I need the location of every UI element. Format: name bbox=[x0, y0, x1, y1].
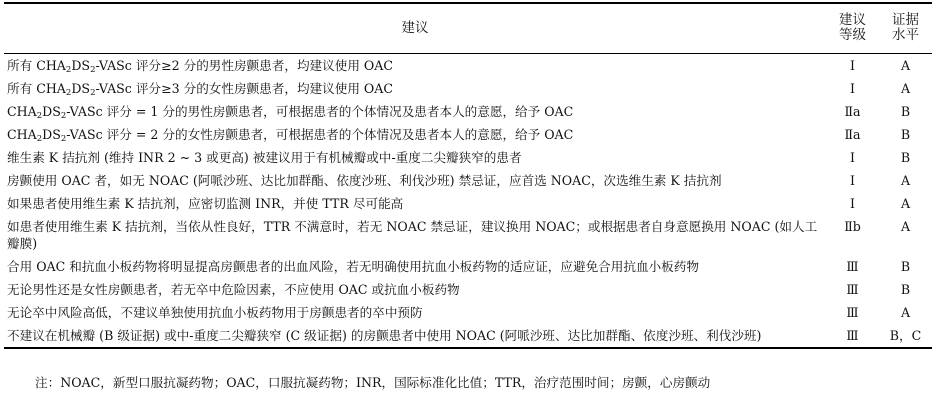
header-recommendation: 建议 bbox=[401, 19, 429, 36]
level-cell: A bbox=[900, 57, 911, 73]
class-cell: Ⅰ bbox=[850, 149, 855, 165]
table-row bbox=[4, 192, 932, 215]
header-level bbox=[879, 3, 932, 53]
recommendation-cell: 无论卒中风险高低，不建议单独使用抗血小板药物用于房颤患者的卒中预防 bbox=[7, 304, 423, 320]
recommendation-text: CHA bbox=[7, 103, 37, 119]
recommendation-text: DS bbox=[71, 57, 91, 73]
recommendation-text: -VASc 评分≥3 分的女性房颤患者，均建议使用 OAC bbox=[95, 80, 393, 96]
header-class-line1: 建议 bbox=[839, 12, 866, 29]
subscript: 2 bbox=[65, 87, 72, 98]
table-row bbox=[4, 301, 932, 324]
table-row bbox=[4, 215, 932, 255]
recommendation-cell: 如患者使用维生素 K 拮抗剂，当依从性良好，TTR 不满意时，若无 NOAC 禁忌证，建议换用 NOAC；或根据患者自身意愿换用 NOAC (如人工瓣膜) bbox=[7, 218, 818, 251]
class-cell: Ⅰ bbox=[850, 195, 855, 211]
header-level-line2: 水平 bbox=[892, 27, 919, 44]
header-level-line1: 证据 bbox=[892, 12, 919, 29]
recommendation-text: -VASc 评分≥2 分的男性房颤患者，均建议使用 OAC bbox=[95, 57, 393, 73]
table-footnote: 注：NOAC，新型口服抗凝药物；OAC，口服抗凝药物；INR，国际标准化比值；TTR，治疗范围时间；房颤，心房颤动 bbox=[35, 375, 711, 390]
table-header-row bbox=[4, 3, 932, 53]
level-cell: B bbox=[900, 103, 911, 119]
subscript: 2 bbox=[60, 133, 67, 144]
level-cell: B bbox=[900, 258, 911, 274]
table-row bbox=[4, 53, 932, 77]
recommendation-text: -VASc 评分 = 1 分的男性房颤患者，可根据患者的个体情况及患者本人的意愿，给予 OAC bbox=[66, 103, 574, 119]
class-cell: Ⅰ bbox=[850, 57, 855, 73]
recommendation-cell: 如果患者使用维生素 K 拮抗剂，应密切监测 INR，并使 TTR 尽可能高 bbox=[7, 195, 404, 211]
recommendation-text: -VASc 评分 = 2 分的女性房颤患者，可根据患者的个体情况及患者本人的意愿，给予 OAC bbox=[66, 126, 574, 142]
recommendation-text: DS bbox=[42, 126, 61, 142]
table-row bbox=[4, 123, 932, 146]
subscript: 2 bbox=[36, 133, 43, 144]
recommendation-cell: 不建议在机械瓣 (B 级证据) 或中-重度二尖瓣狭窄 (C 级证据) 的房颤患者中使用 NOAC (阿哌沙班、达比加群酯、依度沙班、利伐沙班) bbox=[7, 327, 762, 343]
recommendation-cell bbox=[4, 100, 826, 123]
table-body bbox=[4, 53, 932, 348]
subscript: 2 bbox=[60, 110, 67, 121]
recommendation-cell: 维生素 K 拮抗剂 (维持 INR 2 ~ 3 或更高) 被建议用于有机械瓣或中-重度二尖瓣狭窄的患者 bbox=[7, 149, 522, 165]
subscript: 2 bbox=[36, 110, 43, 121]
recommendation-cell: 合用 OAC 和抗血小板药物将明显提高房颤患者的出血风险，若无明确使用抗血小板药物的适应证，应避免合用抗血小板药物 bbox=[7, 258, 699, 274]
level-cell: B bbox=[900, 126, 911, 142]
level-cell: B，C bbox=[889, 327, 922, 343]
table-row bbox=[4, 100, 932, 123]
table-row bbox=[4, 324, 932, 348]
class-cell: Ⅲ bbox=[846, 281, 859, 297]
recommendation-table bbox=[4, 2, 932, 349]
level-cell: B bbox=[900, 281, 911, 297]
recommendation-text: DS bbox=[42, 103, 61, 119]
header-class bbox=[826, 3, 879, 53]
recommendation-text: CHA bbox=[7, 126, 37, 142]
level-cell: A bbox=[900, 172, 911, 188]
class-cell: Ⅱb bbox=[844, 218, 861, 234]
class-cell: Ⅲ bbox=[846, 258, 859, 274]
table-row bbox=[4, 255, 932, 278]
class-cell: Ⅱa bbox=[844, 126, 861, 142]
table-row bbox=[4, 278, 932, 301]
header-class-line2: 等级 bbox=[839, 27, 866, 44]
level-cell: A bbox=[900, 304, 911, 320]
table-row bbox=[4, 77, 932, 100]
class-cell: Ⅲ bbox=[846, 327, 859, 343]
class-cell: Ⅲ bbox=[846, 304, 859, 320]
recommendation-text: 所有 CHA bbox=[7, 57, 66, 73]
recommendation-text: 所有 CHA bbox=[7, 80, 66, 96]
level-cell: A bbox=[900, 218, 911, 234]
level-cell: A bbox=[900, 195, 911, 211]
level-cell: B bbox=[900, 149, 911, 165]
level-cell: A bbox=[900, 80, 911, 96]
subscript: 2 bbox=[90, 87, 96, 98]
recommendation-cell: 无论男性还是女性房颤患者，若无卒中危险因素，不应使用 OAC 或抗血小板药物 bbox=[7, 281, 460, 297]
class-cell: Ⅱa bbox=[844, 103, 861, 119]
table-row bbox=[4, 169, 932, 192]
class-cell: Ⅰ bbox=[850, 172, 855, 188]
subscript: 2 bbox=[65, 64, 72, 75]
subscript: 2 bbox=[90, 64, 96, 75]
recommendation-cell bbox=[4, 53, 826, 77]
table-row bbox=[4, 146, 932, 169]
recommendation-cell bbox=[4, 77, 826, 100]
recommendation-text: DS bbox=[71, 80, 91, 96]
recommendation-cell: 房颤使用 OAC 者，如无 NOAC (阿哌沙班、达比加群酯、依度沙班、利伐沙班) 禁忌证，应首选 NOAC，次选维生素 K 拮抗剂 bbox=[7, 172, 722, 188]
class-cell: Ⅰ bbox=[850, 80, 855, 96]
recommendation-cell bbox=[4, 123, 826, 146]
